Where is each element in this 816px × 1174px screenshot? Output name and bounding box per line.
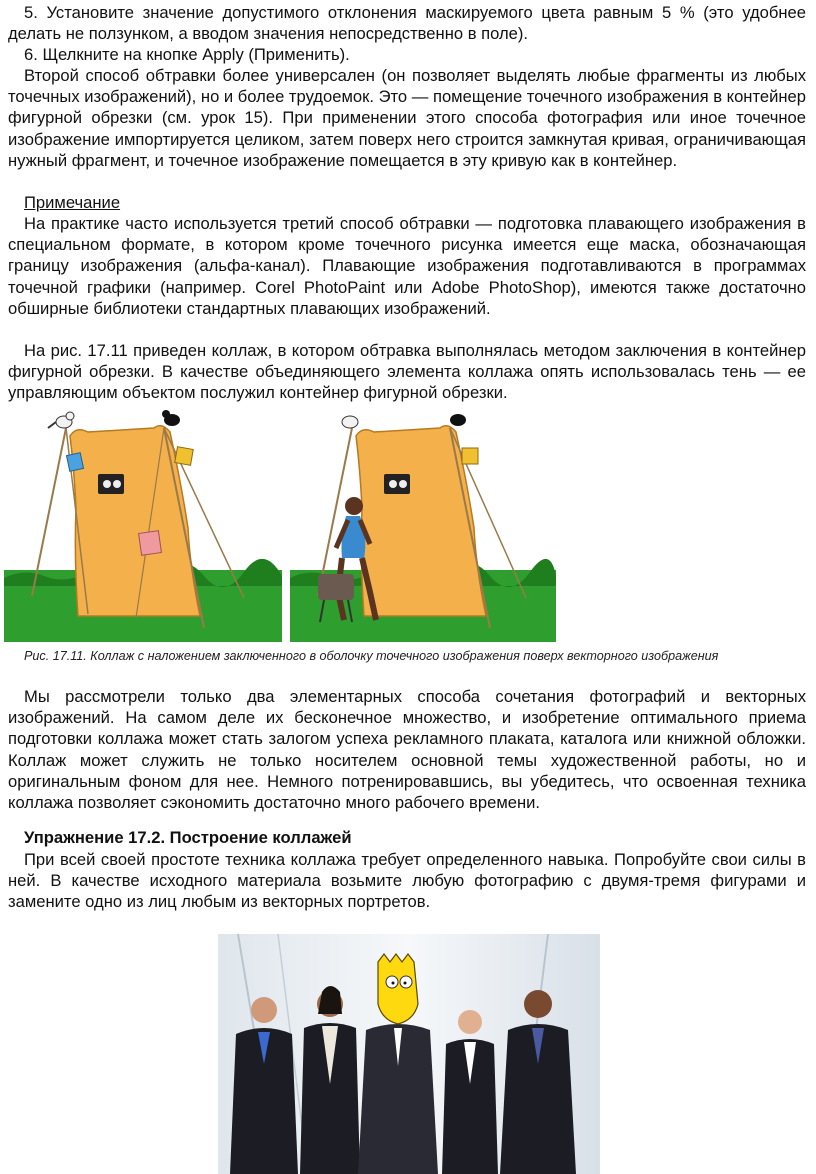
paragraph-summary: Мы рассмотрели только два элементарных способа сочетания фотографий и векторных изображений. На самом деле их бесконечное множество, и изобретение оптимального приема подготовки коллажа может стать залогом успеха рекламного плаката, каталога или книжной обложки. Коллаж может служить не только носителем основной темы художественной работы, но и оригинальным фоном для нее. Немного потренировавшись, вы убедитесь, что освоенная техника коллажа позволяет сэкономить достаточно много рабочего времени. (8, 687, 806, 813)
paragraph-step-6: 6. Щелкните на кнопке Apply (Применить). (24, 45, 350, 64)
vector-collage-illustration (4, 408, 282, 644)
paragraph-exercise: При всей своей простоте техника коллажа требует определенного навыка. Попробуйте свои силы в ней. В качестве исходного материала возьмите любую фотографию с двумя-тремя фигурами и замените одно из лиц любым из векторных портретов. (8, 850, 806, 912)
collage-with-photo-illustration (290, 408, 556, 644)
exercise-heading: Упражнение 17.2. Построение коллажей (24, 828, 352, 847)
paragraph-figure-ref: На рис. 17.11 приведен коллаж, в котором обтравка выполнялась методом заключения в контейнер фигурной обрезки. В качестве объединяющего элемента коллажа опять использовалась тень — ее управляющим объектом послужил контейнер фигурной обрезки. (8, 341, 806, 403)
cartoon-head (378, 954, 418, 1024)
paragraph-third-method: На практике часто используется третий способ обтравки — подготовка плавающего изображения в специальном формате, в котором кроме точечного рисунка имеется еще маска, обозначающая границу изображения (альфа-канал). Плавающие изображения подготавливаются в программах точечной графики (например. Corel PhotoPaint или Adobe PhotoShop), имеются также достаточно обширные библиотеки стандартных плавающих изображений. (8, 214, 806, 318)
figure-caption: Рис. 17.11. Коллаж с наложением заключенного в оболочку точечного изображения поверх векторного изображения (24, 649, 719, 663)
paragraph-second-method: Второй способ обтравки более универсален (он позволяет выделять любые фрагменты из любых точечных изображений), но и более трудоемок. Это — помещение точечного изображения в контейнер фигурной обрезки (см. урок 15). При применении этого способа фотография или иное точечное изображение импортируется целиком, затем поверх него строится замкнутая кривая, ограничивающая нужный фрагмент, и точечное изображение помещается в эту кривую как в контейнер. (8, 66, 806, 170)
note-label: Примечание (24, 193, 121, 212)
paragraph-step-5: 5. Установите значение допустимого отклонения маскируемого цвета равным 5 % (это удобнее делать не ползунком, а вводом значения непосредственно в поле). (8, 3, 806, 44)
business-photo-collage (218, 934, 600, 1174)
